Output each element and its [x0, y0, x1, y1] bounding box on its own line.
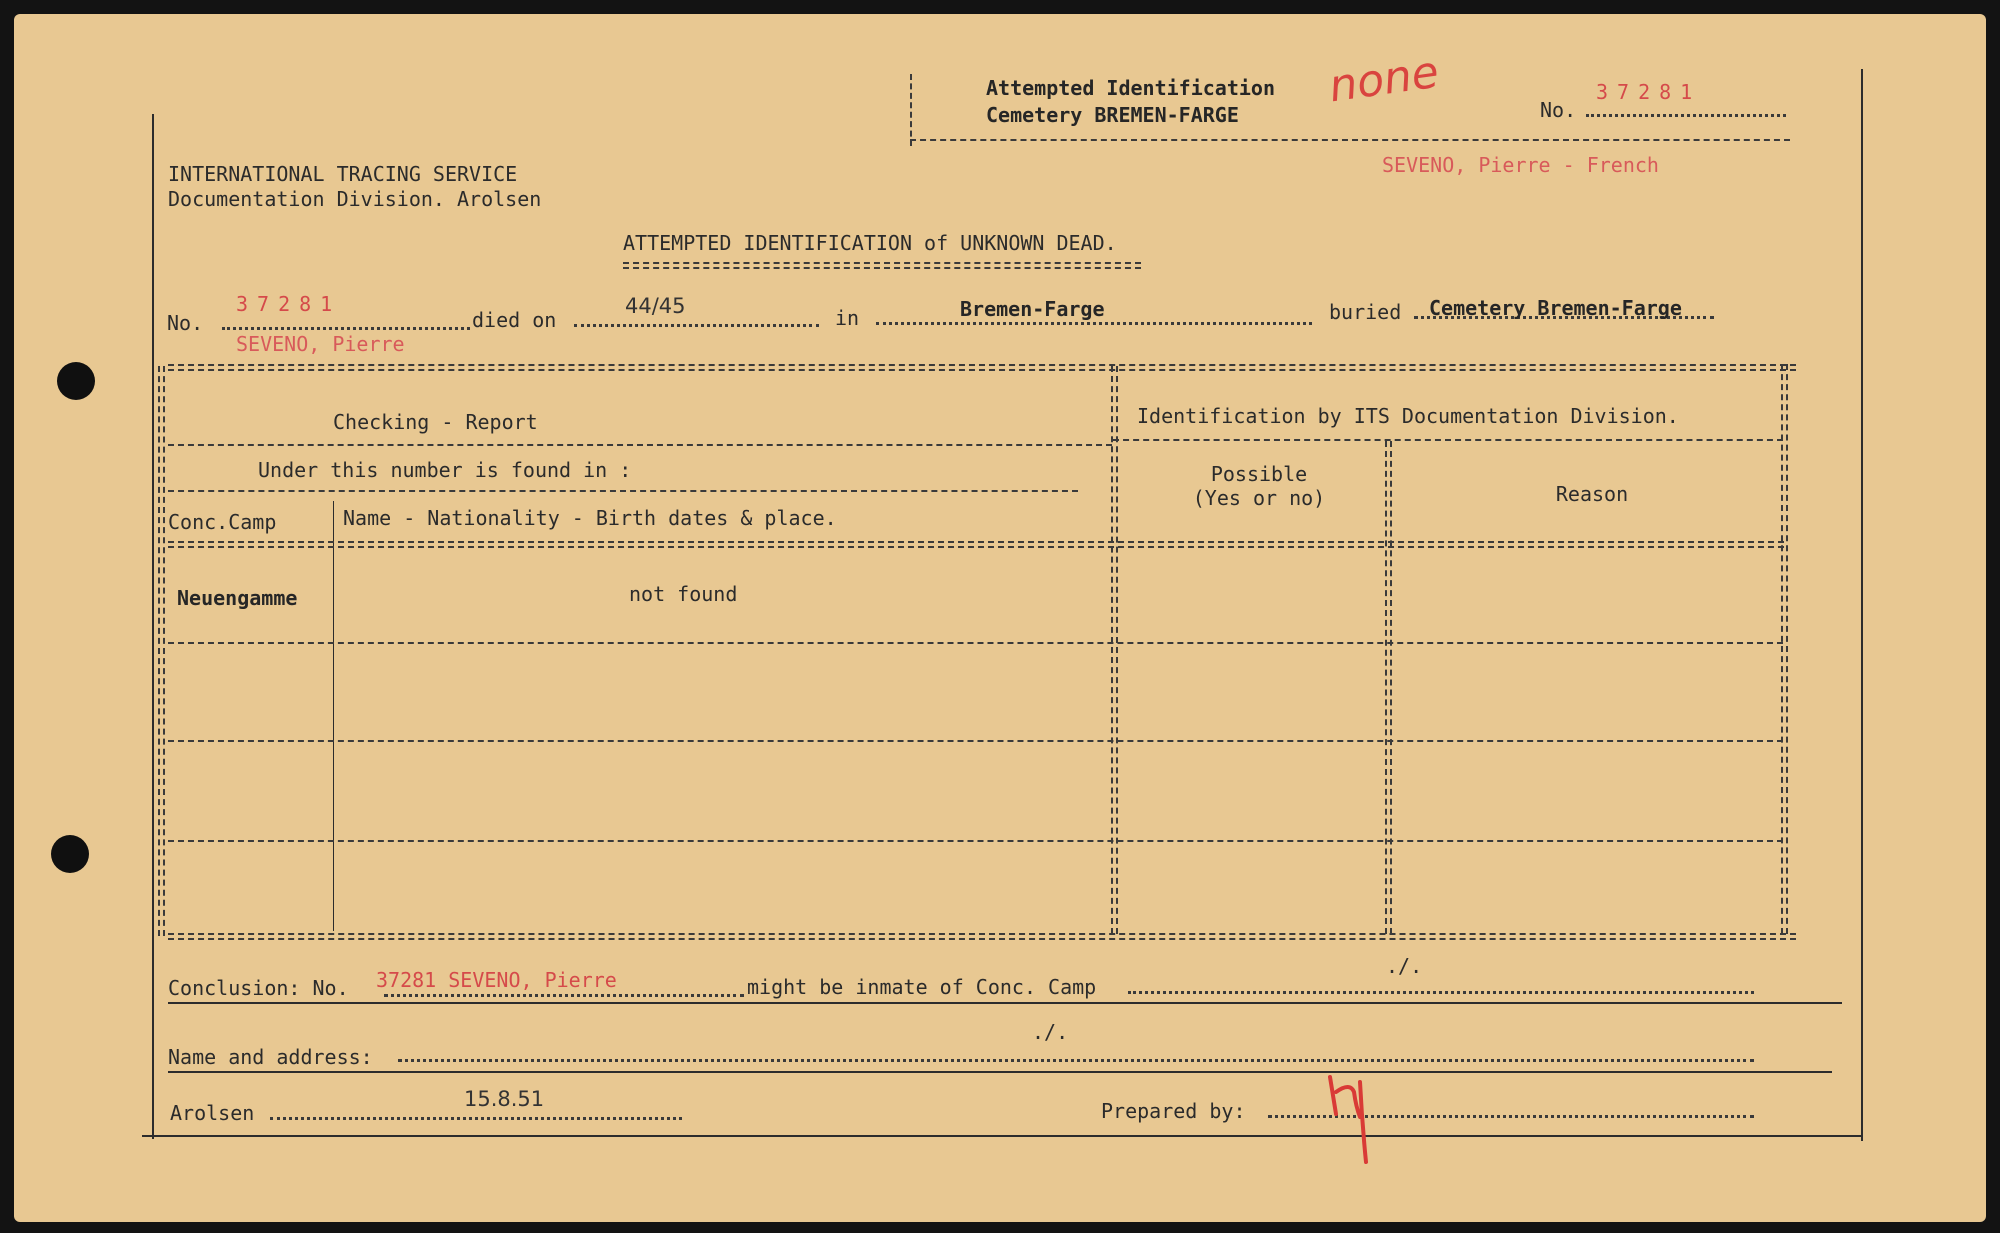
bottom-border-line: [142, 1135, 1862, 1137]
in-value: Bremen-Farge: [960, 297, 1105, 321]
buried-label: buried: [1329, 300, 1402, 324]
date-dots: [270, 1117, 682, 1120]
header-box-line2: Cemetery BREMEN-FARGE: [986, 103, 1239, 127]
conclusion-label: Conclusion: No.: [168, 976, 349, 1000]
title-underline: [623, 262, 1141, 269]
column-header-rule: [168, 541, 1784, 548]
conclusion-camp-value: ./.: [1386, 954, 1423, 978]
header-no-label: No.: [1540, 98, 1577, 122]
name-address-label: Name and address:: [168, 1045, 373, 1069]
name-address-value: ./.: [1032, 1020, 1069, 1044]
date-value: 15.8.51: [464, 1087, 545, 1111]
header-box-line1: Attempted Identification: [986, 76, 1275, 100]
column-reason-header: Reason: [1555, 482, 1629, 506]
conclusion-no-dots: [384, 994, 744, 997]
punch-hole-top: [57, 362, 95, 400]
column-possible-header-line1: Possible: [1210, 462, 1308, 486]
checking-report-rule: [168, 444, 1112, 446]
left-border-line: [152, 114, 154, 1139]
table-left-line: [158, 366, 165, 936]
column-possible-header-line2: (Yes or no): [1192, 486, 1326, 510]
column-camp-header: Conc.Camp: [168, 510, 277, 534]
identification-rule: [1113, 439, 1783, 441]
in-label: in: [835, 306, 860, 330]
row1-camp-cell: Neuengamme: [177, 586, 298, 610]
row2-rule: [168, 740, 1783, 742]
conclusion-value: 37281 SEVENO, Pierre: [376, 968, 617, 992]
red-initial-signature: [1320, 1062, 1380, 1172]
row3-rule: [168, 840, 1783, 842]
record-no-dots: [222, 327, 470, 330]
identification-heading: Identification by ITS Documentation Division.: [1137, 404, 1679, 428]
header-no-value: 37281: [1596, 80, 1702, 104]
table-bottom-line: [168, 933, 1796, 940]
record-no-label: No.: [167, 311, 204, 335]
checking-report-heading: Checking - Report: [333, 410, 538, 434]
conclusion-rule: [168, 1002, 1842, 1004]
under-number-rule: [168, 490, 1078, 492]
conclusion-text: might be inmate of Conc. Camp: [747, 975, 1097, 999]
document-title: ATTEMPTED IDENTIFICATION of UNKNOWN DEAD.: [623, 231, 1117, 255]
buried-value: Cemetery Bremen-Farge: [1429, 296, 1682, 320]
table-divider-camp: [333, 501, 334, 931]
table-divider-reason: [1385, 441, 1392, 934]
name-address-rule: [168, 1071, 1832, 1073]
conclusion-camp-dots: [1128, 991, 1754, 994]
table-divider-main: [1111, 366, 1118, 934]
header-subject: SEVENO, Pierre - French: [1382, 153, 1659, 177]
under-number-text: Under this number is found in :: [258, 458, 632, 482]
handwritten-note: none: [1325, 46, 1442, 113]
row1-name-cell: not found: [629, 582, 738, 606]
died-on-dots: [574, 324, 819, 327]
prepared-by-label: Prepared by:: [1101, 1099, 1246, 1123]
row1-rule: [168, 642, 1783, 644]
organization-line1: INTERNATIONAL TRACING SERVICE: [168, 162, 518, 186]
right-border-line: [1861, 69, 1863, 1141]
table-top-line: [168, 364, 1796, 371]
header-no-dots: [1586, 114, 1786, 117]
header-box-bottom-line: [910, 139, 1790, 141]
column-name-header: Name - Nationality - Birth dates & place.: [343, 506, 837, 530]
in-dots: [876, 322, 1312, 325]
record-no-value: 37281: [236, 292, 342, 316]
record-subject: SEVENO, Pierre: [236, 332, 405, 356]
organization-line2: Documentation Division. Arolsen: [168, 187, 542, 211]
punch-hole-bottom: [51, 835, 89, 873]
name-address-dots: [398, 1059, 1754, 1062]
table-right-line: [1781, 364, 1788, 934]
died-on-label: died on: [472, 308, 557, 332]
header-box-left-line: [910, 74, 912, 146]
place-label: Arolsen: [170, 1101, 255, 1125]
index-card: [14, 14, 1986, 1222]
died-on-value: 44/45: [625, 294, 686, 318]
